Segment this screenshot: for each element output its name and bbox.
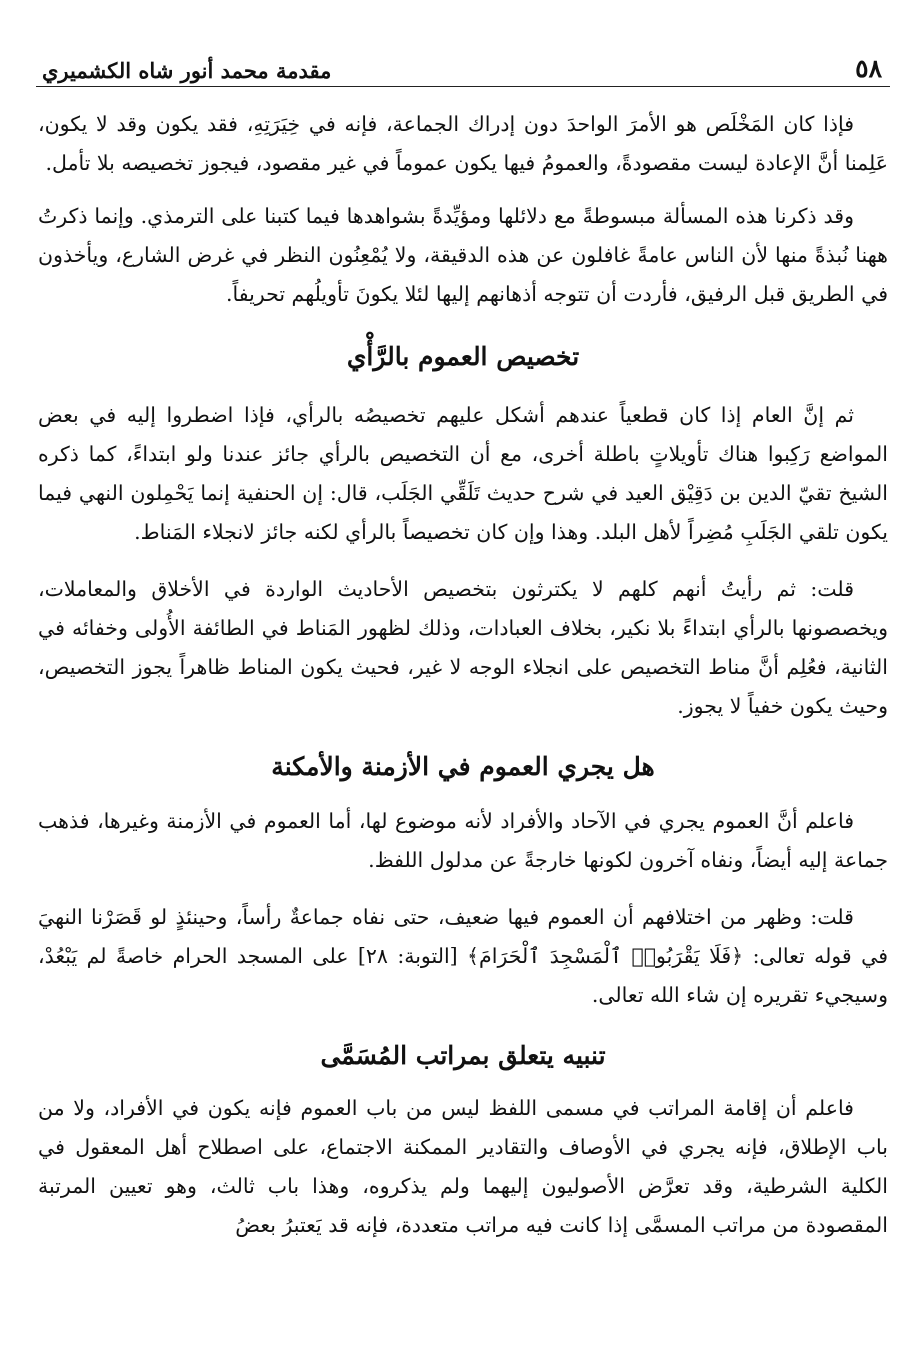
paragraph: وقد ذكرنا هذه المسألة مبسوطةً مع دلائلها ومؤيِّدةً بشواهدها فيما كتبنا على الترمذي. وإنما ذكرتُ ههنا نُبذةً منها لأن الناس عامةً غافلون عن هذه الدقيقة، ولا يُمْعِنُون النظر في غرض الشارع، ويأخذون في الطريق قبل الرفيق، فأردت أن تتوجه أذهانهم إليها لئلا يكونَ تأويلُهم تحريفاً. bbox=[38, 204, 888, 306]
paragraph: قلت: وظهر من اختلافهم أن العموم فيها ضعيف، حتى نفاه جماعةٌ رأساً، وحينئذٍ لو قَصَرْنا النهيَ في قوله تعالى: ﴿فَلَا يَقْرَبُوا۟ ٱلْمَسْجِدَ ٱلْحَرَامَ﴾ [التوبة: ٢٨] على المسجد الحرام خاصةً لم يَبْعُدْ، وسيجيء تقريره إن شاء الله تعالى. bbox=[38, 905, 889, 1007]
book-page bbox=[36, 48, 890, 1348]
paragraph: فاعلم أنَّ العموم يجري في الآحاد والأفراد لأنه موضوع لها، أما العموم في الأزمنة وغيرها، فذهب جماعة إليه أيضاً، ونفاه آخرون لكونها خارجةً عن مدلول اللفظ. bbox=[38, 809, 888, 872]
header-title: مقدمة محمد أنور شاه الكشميري bbox=[42, 58, 332, 83]
paragraph: قلت: ثم رأيتُ أنهم كلهم لا يكترثون بتخصيص الأحاديث الواردة في الأخلاق والمعاملات، ويخصصونها بالرأي ابتداءً بلا نكير، بخلاف العبادات، وذلك لظهور المَناط في الطائفة الأُولى وخفائه في الثانية، فعُلِم أنَّ مناط التخصيص على انجلاء الوجه لا غير، فحيث يكون المناط ظاهراً يجوز التخصيص، وحيث يكون خفياً لا يجوز. bbox=[38, 577, 888, 718]
paragraph: فإذا كان المَخْلَص هو الأمرَ الواحدَ دون إدراك الجماعة، فإنه في خِيَرَتِهِ، فقد يكون وقد لا يكون، عَلِمنا أنَّ الإعادة ليست مقصودةً، والعمومُ فيها يكون عموماً في غير مقصود، فيجوز تخصيصه بلا تأمل. bbox=[38, 112, 888, 175]
section-heading: هل يجري العموم في الأزمنة والأمكنة bbox=[271, 752, 655, 781]
section-heading: تخصيص العموم بالرَّأْي bbox=[346, 342, 580, 371]
section-heading: تنبيه يتعلق بمراتب المُسَمَّى bbox=[320, 1041, 606, 1070]
paragraph: ثم إنَّ العام إذا كان قطعياً عندهم أشكل عليهم تخصيصُه بالرأي، فإذا اضطروا إليه في بعض المواضع رَكِبوا هناك تأويلاتٍ باطلة أخرى، مع أن التخصيص بالرأي جائز عندنا ولو ابتداءً، كما ذكره الشيخ تقيّ الدين بن دَقِيْق العيد في شرح حديث تَلَقِّي الجَلَب، قال: إن الحنفية إنما يَحْمِلون النهي فيما يكون تلقي الجَلَبِ مُضِراً لأهل البلد. وهذا وإن كان تخصيصاً بالرأي لكنه جائز لانجلاء المَناط. bbox=[38, 403, 888, 544]
running-header bbox=[36, 48, 890, 87]
page-number: ٥٨ bbox=[855, 54, 882, 83]
paragraph: فاعلم أن إقامة المراتب في مسمى اللفظ ليس من باب العموم فإنه يكون في الأفراد، ولا من باب الإطلاق، فإنه يجري في الأوصاف والتقادير الممكنة الاجتماع، على اصطلاح أهل المعقول في الكلية الشرطية، وقد تعرَّض الأصوليون إليهما ولم يذكروه، وهذا باب ثالث، وهو تعيين المرتبة المقصودة من مراتب المسمَّى إذا كانت فيه مراتب متعددة، فإنه قد يَعتبرُ بعضُ bbox=[38, 1096, 888, 1237]
